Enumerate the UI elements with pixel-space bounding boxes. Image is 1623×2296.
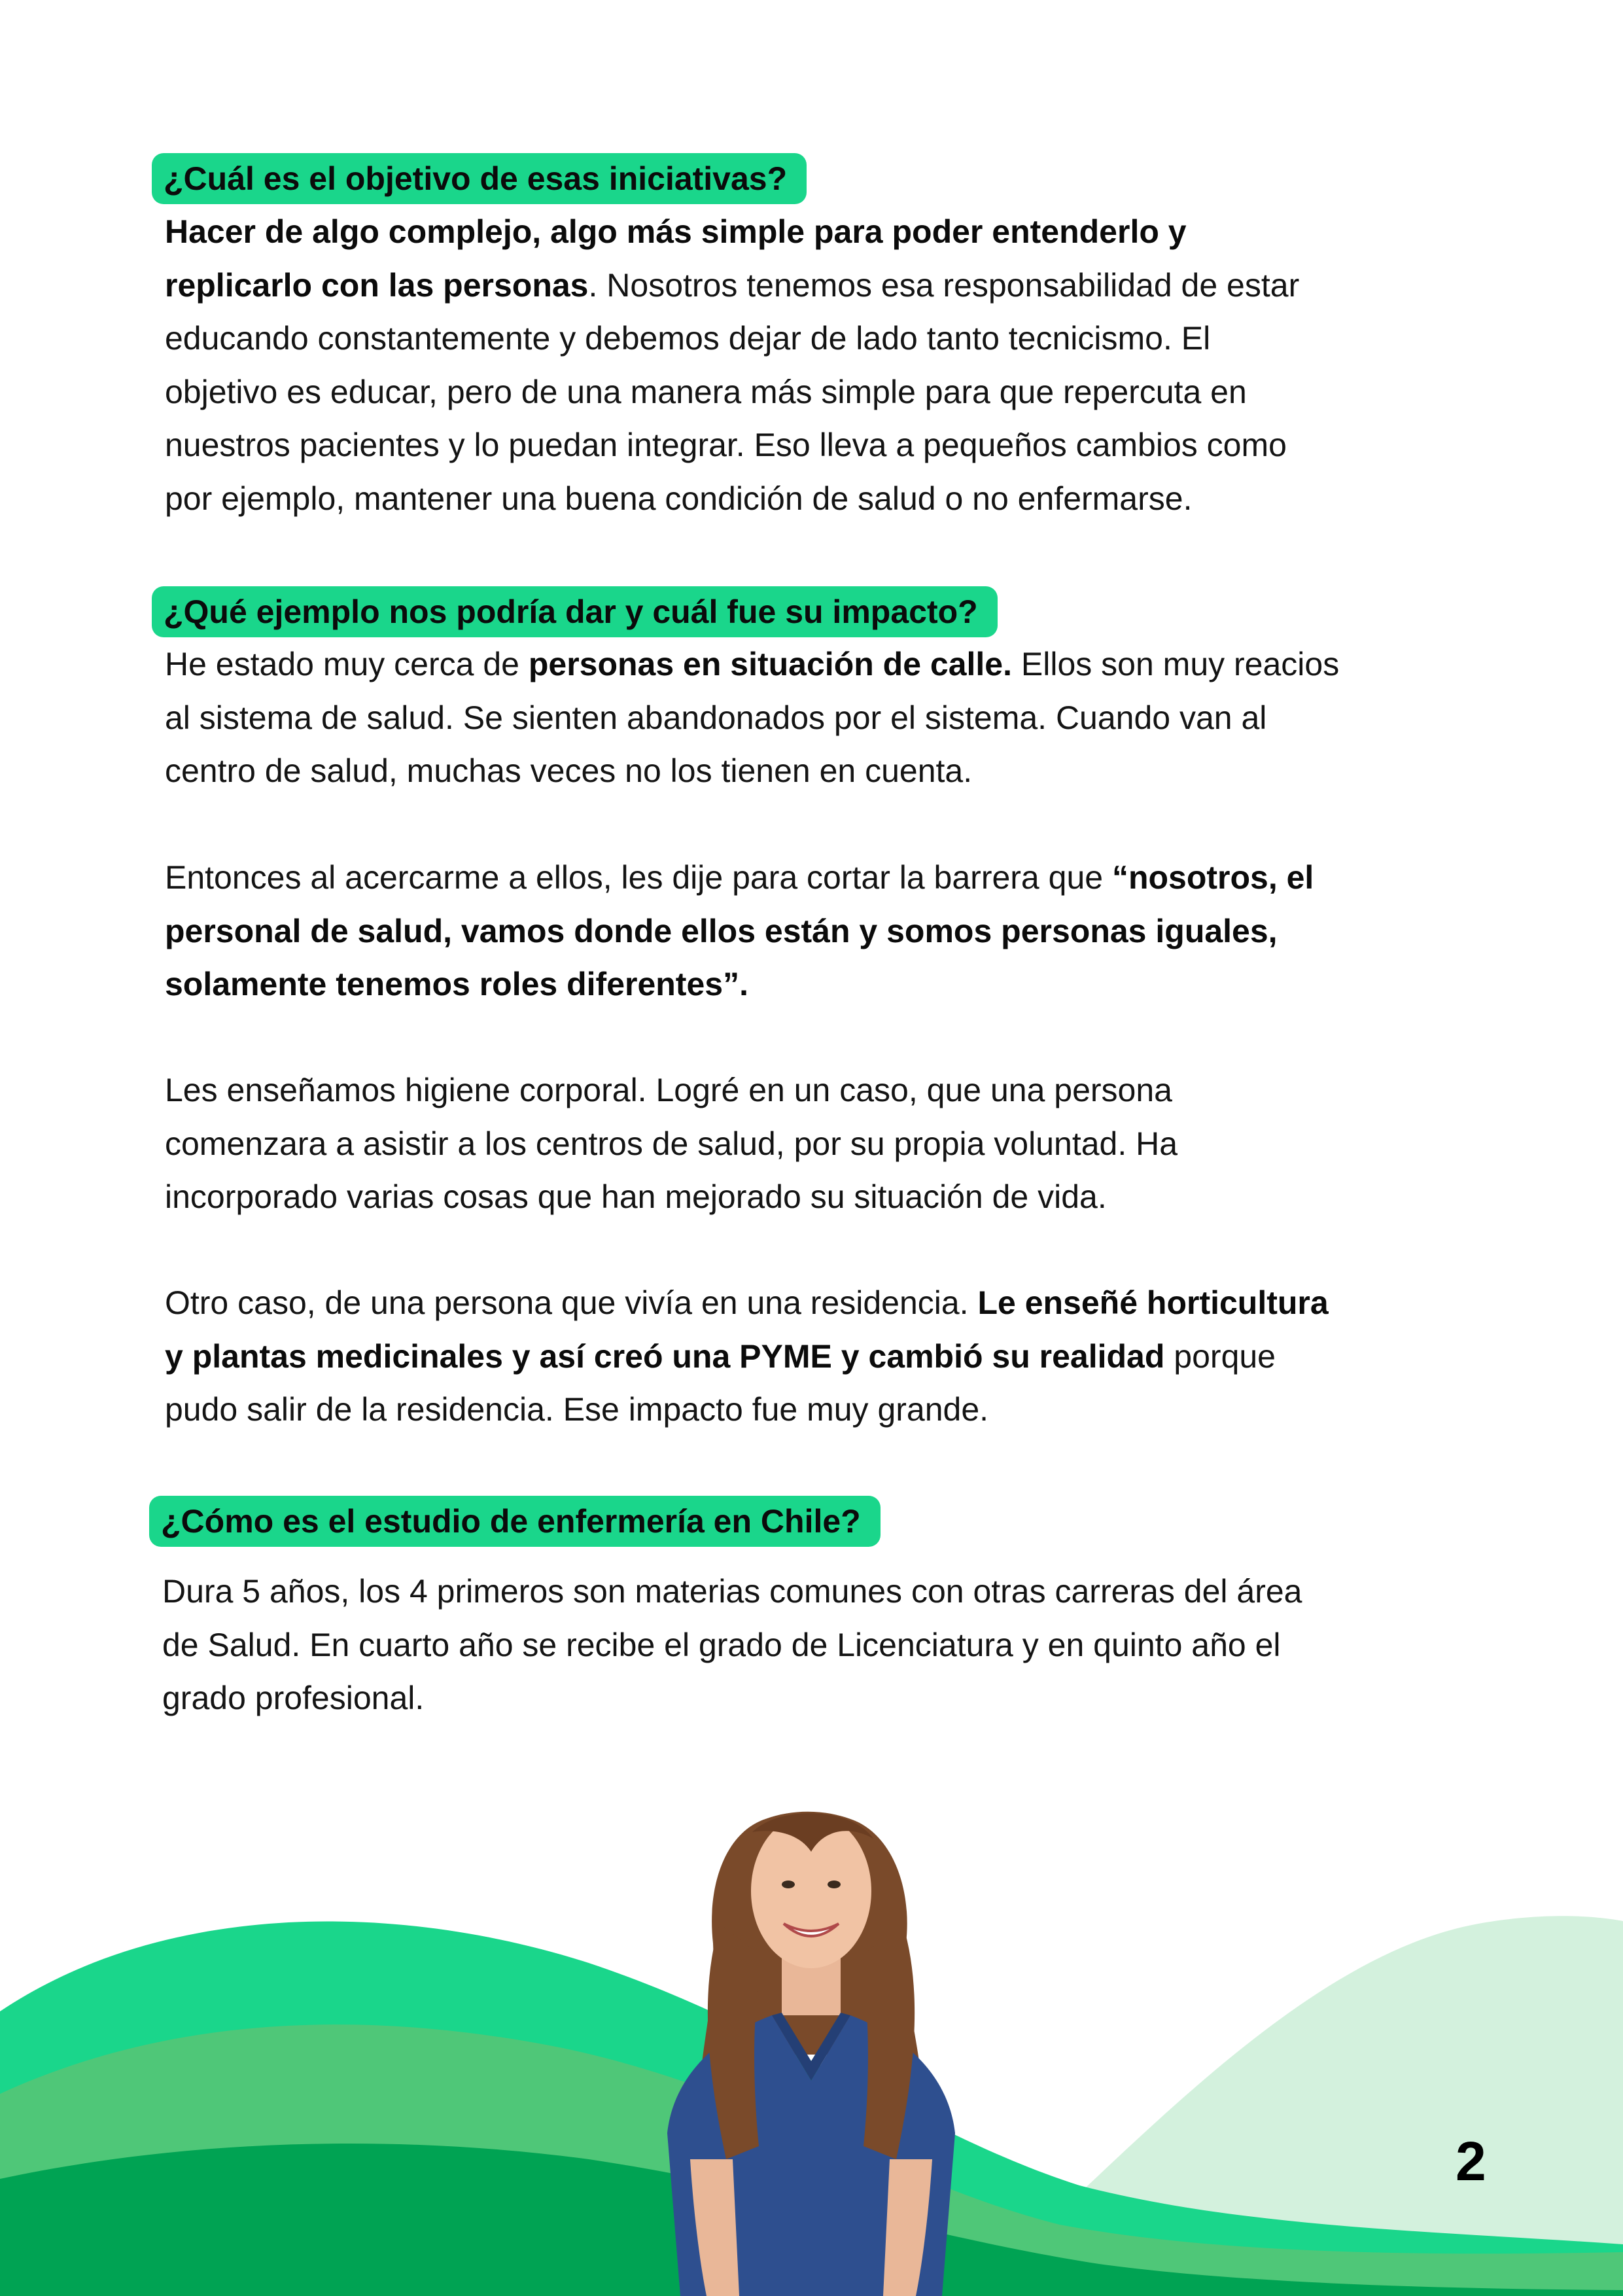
text-run: Ellos son muy reacios — [1012, 646, 1340, 682]
text-line — [165, 259, 1506, 313]
text-run: centro de salud, muchas veces no los tienen en cuenta. — [165, 752, 973, 789]
bold-text: Hacer de algo complejo, algo más simple para poder entenderlo y — [165, 213, 1187, 250]
text-run: porque — [1164, 1337, 1276, 1375]
bold-text: personal de salud, vamos donde ellos están y somos personas iguales, — [165, 912, 1278, 949]
section-heading: ¿Cuál es el objetivo de esas iniciativas? — [152, 153, 807, 204]
text-run: Les enseñamos higiene corporal. Logré en un caso, que una persona — [165, 1072, 1172, 1108]
text-line — [165, 312, 1506, 366]
paragraph — [165, 1277, 1506, 1437]
text-run: grado profesional. — [162, 1680, 425, 1716]
person-photo — [628, 1793, 994, 2296]
section-heading: ¿Qué ejemplo nos podría dar y cuál fue su impacto? — [152, 586, 998, 637]
text-run: Entonces al acercarme a ellos, les dije para cortar la barrera que — [165, 859, 1112, 896]
text-run: . Nosotros tenemos esa responsabilidad de estar — [588, 266, 1300, 304]
bold-text: y plantas medicinales y así creó una PYME y cambió su realidad — [165, 1337, 1165, 1375]
text-line — [165, 905, 1506, 959]
text-line — [165, 638, 1506, 692]
text-run: de Salud. En cuarto año se recibe el grado de Licenciatura y en quinto año el — [162, 1626, 1281, 1663]
bold-text: Le enseñé horticultura — [977, 1284, 1329, 1321]
text-line — [162, 1619, 1503, 1672]
text-line — [165, 1383, 1506, 1437]
text-run: por ejemplo, mantener una buena condición de salud o no enfermarse. — [165, 480, 1193, 517]
text-line — [162, 1565, 1503, 1619]
paragraph — [165, 851, 1506, 1012]
text-run: He estado muy cerca de — [165, 646, 529, 682]
text-line — [165, 205, 1506, 259]
text-line — [162, 1672, 1503, 1725]
paragraph — [165, 205, 1506, 525]
text-line — [165, 1277, 1506, 1330]
text-run: Dura 5 años, los 4 primeros son materias comunes con otras carreras del área — [162, 1573, 1302, 1610]
paragraph — [165, 638, 1506, 798]
section-heading: ¿Cómo es el estudio de enfermería en Chile? — [149, 1496, 881, 1547]
text-run: objetivo es educar, pero de una manera más simple para que repercuta en — [165, 373, 1247, 410]
eye — [782, 1881, 795, 1888]
text-line — [165, 1330, 1506, 1384]
bold-text: solamente tenemos roles diferentes”. — [165, 966, 748, 1002]
text-run: pudo salir de la residencia. Ese impacto fue muy grande. — [165, 1391, 989, 1428]
text-line — [165, 745, 1506, 798]
text-line — [165, 366, 1506, 419]
text-line — [165, 692, 1506, 745]
text-line — [165, 1118, 1506, 1171]
eye — [828, 1881, 841, 1888]
text-run: educando constantemente y debemos dejar de lado tanto tecnicismo. El — [165, 320, 1211, 357]
text-line — [165, 851, 1506, 905]
page-number: 2 — [1456, 2130, 1486, 2192]
bold-text: personas en situación de calle. — [528, 646, 1013, 682]
text-line — [165, 958, 1506, 1012]
text-run: incorporado varias cosas que han mejorado su situación de vida. — [165, 1178, 1107, 1215]
bold-text: “nosotros, el — [1111, 859, 1314, 896]
bold-text: replicarlo con las personas — [165, 266, 589, 304]
paragraph — [165, 1064, 1506, 1224]
text-line — [165, 1064, 1506, 1118]
text-run: Otro caso, de una persona que vivía en una residencia. — [165, 1284, 978, 1321]
text-line — [165, 419, 1506, 472]
text-run: al sistema de salud. Se sienten abandonados por el sistema. Cuando van al — [165, 699, 1267, 736]
text-line — [165, 472, 1506, 526]
paragraph — [162, 1565, 1503, 1725]
text-run: nuestros pacientes y lo puedan integrar. Eso lleva a pequeños cambios como — [165, 427, 1287, 463]
text-line — [165, 1171, 1506, 1224]
text-run: comenzara a asistir a los centros de salud, por su propia voluntad. Ha — [165, 1125, 1178, 1162]
